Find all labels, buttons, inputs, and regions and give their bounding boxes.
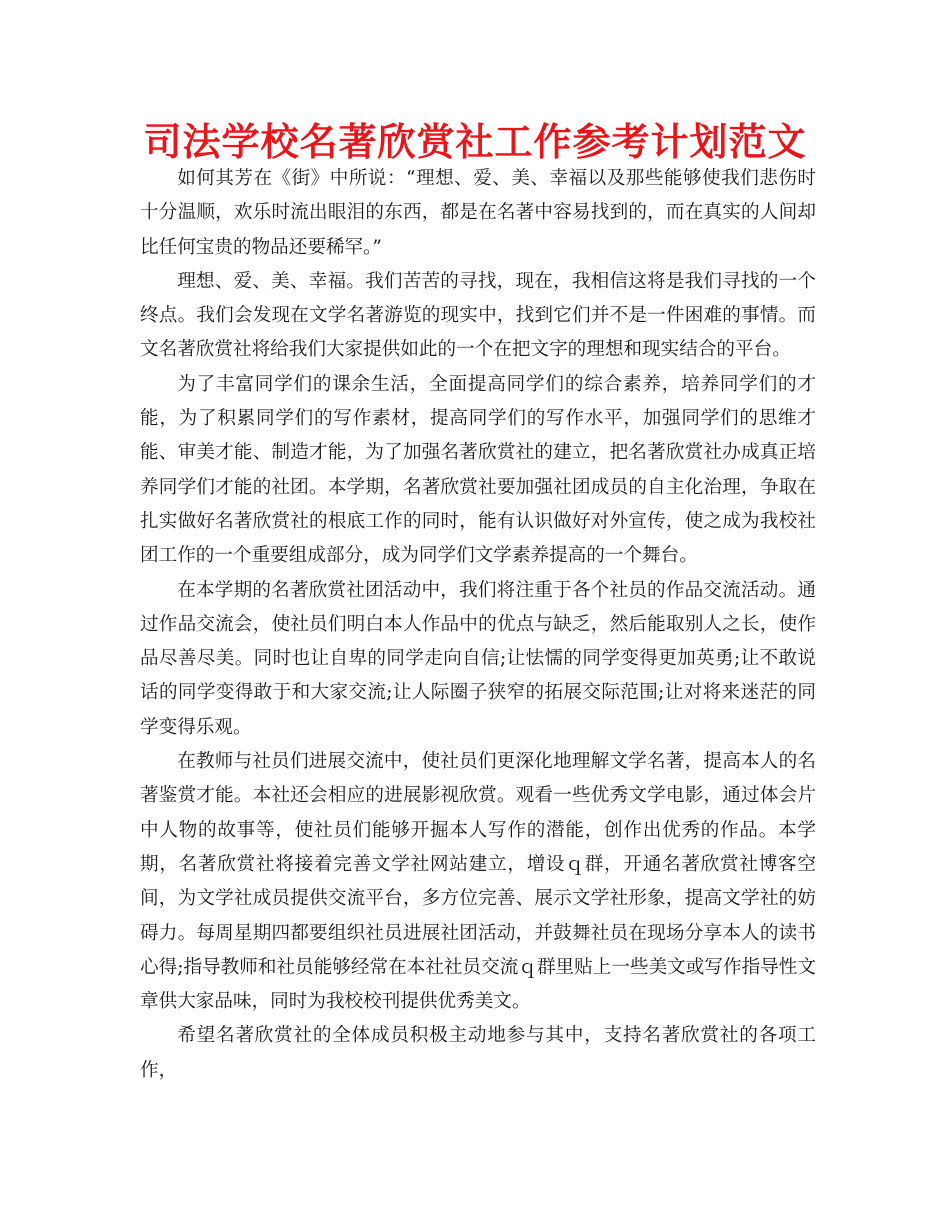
- paragraph: 理想、爱、美、幸福。我们苦苦的寻找，现在，我相信这将是我们寻找的一个终点。我们会发现在文学名著游览的现实中，找到它们并不是一件困难的事情。而文名著欣赏社将给我们大家提供如此的一个在把文字的理想和现实结合的平台。: [140, 270, 816, 361]
- document-body: [140, 162, 816, 1088]
- paragraph: 为了丰富同学们的课余生活，全面提高同学们的综合素养，培养同学们的才能，为了积累同学们的写作素材，提高同学们的写作水平，加强同学们的思维才能、审美才能、制造才能，为了加强名著欣赏社的建立，把名著欣赏社办成真正培养同学们才能的社团。本学期，名著欣赏社要加强社团成员的自主化治理，争取在扎实做好名著欣赏社的根底工作的同时，能有认识做好对外宣传，使之成为我校社团工作的一个重要组成部分，成为同学们文学素养提高的一个舞台。: [140, 373, 816, 567]
- paragraph: 在本学期的名著欣赏社团活动中，我们将注重于各个社员的作品交流活动。通过作品交流会，使社员们明白本人作品中的优点与缺乏，然后能取别人之长，使作品尽善尽美。同时也让自卑的同学走向自信;让怯懦的同学变得更加英勇;让不敢说话的同学变得敢于和大家交流;让人际圈子狭窄的拓展交际范围;让对将来迷茫的同学变得乐观。: [140, 579, 816, 738]
- paragraph: 希望名著欣赏社的全体成员积极主动地参与其中，支持名著欣赏社的各项工作，: [140, 1025, 816, 1081]
- document-title: 司法学校名著欣赏社工作参考计划范文: [143, 120, 807, 164]
- paragraph: 在教师与社员们进展交流中，使社员们更深化地理解文学名著，提高本人的名著鉴赏才能。本社还会相应的进展影视欣赏。观看一些优秀文学电影，通过体会片中人物的故事等，使社员们能够开掘本人写作的潜能，创作出优秀的作品。本学期，名著欣赏社将接着完善文学社网站建立，增设ｑ群，开通名著欣赏社博客空间，为文学社成员提供交流平台，多方位完善、展示文学社形象，提高文学社的妨碍力。每周星期四都要组织社员进展社团活动，并鼓舞社员在现场分享本人的读书心得;指导教师和社员能够经常在本社社员交流ｑ群里贴上一些美文或写作指导性文章供大家品味，同时为我校校刊提供优秀美文。: [140, 751, 816, 1013]
- paragraph: 如何其芳在《街》中所说：“理想、爱、美、幸福以及那些能够使我们悲伤时十分温顺，欢乐时流出眼泪的东西，都是在名著中容易找到的，而在真实的人间却比任何宝贵的物品还要稀罕。”: [140, 168, 816, 258]
